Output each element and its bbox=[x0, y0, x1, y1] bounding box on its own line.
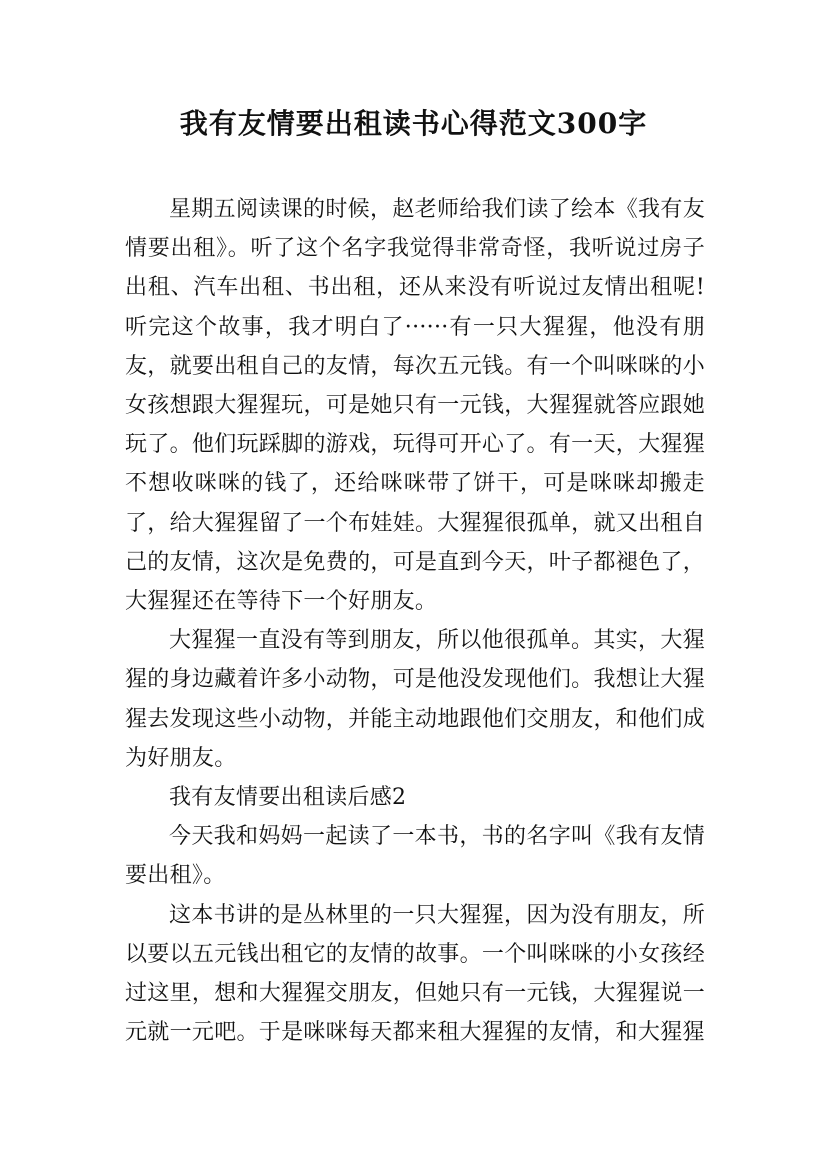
paragraph-story-summary: 星期五阅读课的时候，赵老师给我们读了绘本《我有友情要出租》。听了这个名字我觉得非常奇怪，我听说过房子出租、汽车出租、书出租，还从来没有听说过友情出租呢!听完这个故事，我才明白了······有一只大猩猩，他没有朋友，就要出租自己的友情，每次五元钱。有一个叫咪咪的小女孩想跟大猩猩玩，可是她只有一元钱，大猩猩就答应跟她玩了。他们玩踩脚的游戏，玩得可开心了。有一天，大猩猩不想收咪咪的钱了，还给咪咪带了饼干，可是咪咪却搬走了，给大猩猩留了一个布娃娃。大猩猩很孤单，就又出租自己的友情，这次是免费的，可是直到今天，叶子都褪色了，大猩猩还在等待下一个好朋友。 bbox=[125, 197, 705, 615]
paragraph-book-summary: 这本书讲的是丛林里的一只大猩猩，因为没有朋友，所以要以五元钱出租它的友情的故事。一个叫咪咪的小女孩经过这里，想和大猩猩交朋友，但她只有一元钱，大猩猩说一元就一元吧。于是咪咪每天都来租大猩猩的友情，和大猩猩 bbox=[125, 902, 705, 1046]
document-body bbox=[125, 190, 705, 1052]
section-heading: 我有友情要出租读后感2 bbox=[169, 785, 407, 811]
paragraph-reflection: 大猩猩一直没有等到朋友，所以他很孤单。其实，大猩猩的身边藏着许多小动物，可是他没发现他们。我想让大猩猩去发现这些小动物，并能主动地跟他们交朋友，和他们成为好朋友。 bbox=[125, 628, 705, 771]
paragraph-reading-intro: 今天我和妈妈一起读了一本书，书的名字叫《我有友情要出租》。 bbox=[125, 824, 705, 889]
document-title: 我有友情要出租读书心得范文300字 bbox=[179, 107, 648, 140]
